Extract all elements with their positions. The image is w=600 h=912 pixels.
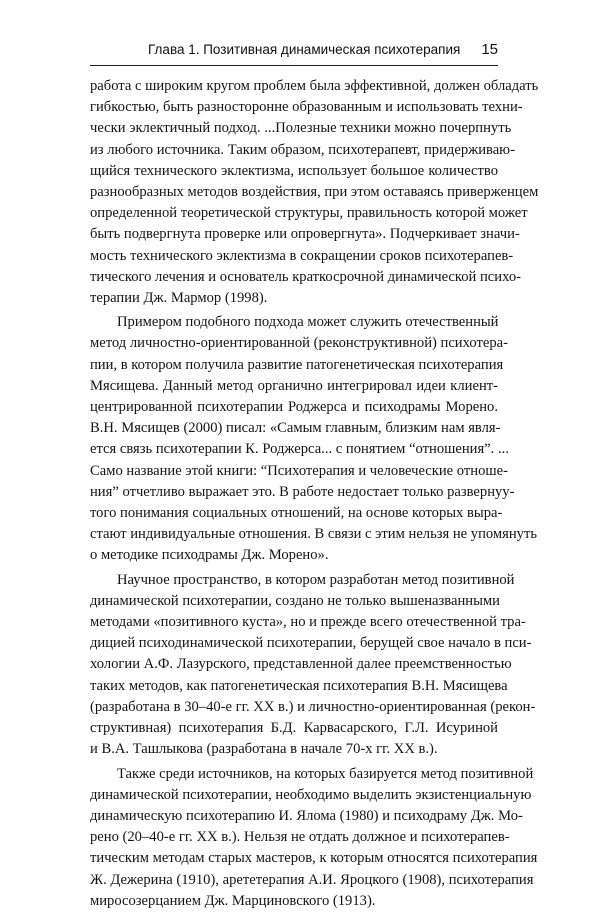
text-line: мость технического эклектизма в сокращении сроков психотерапев-: [90, 247, 514, 264]
paragraph: [90, 312, 538, 566]
text-line: Мясищева. Данный метод органично интегрировал идеи клиент-: [90, 377, 498, 394]
text-line: разнообразных методов воздействия, при этом оставаясь приверженцем: [90, 184, 539, 201]
text-line: ния” отчетливо выражает это. В работе недостает только развернуу-: [90, 483, 515, 500]
text-line: (разработана в 30–40-е гг. XX в.) и личностно-ориентированная (рекон-: [90, 698, 536, 715]
page-number: 15: [481, 41, 498, 58]
text-line: и В.А. Ташлыкова (разработана в начале 70-х гг. XX в.).: [90, 741, 438, 758]
text-line: структивная) психотерапия Б.Д. Карвасарского, Г.Л. Исуриной: [90, 720, 498, 737]
text-line: работа с широким кругом проблем была эффективной, должен обладать: [90, 78, 539, 94]
text-line: дицией психодинамической психотерапии, берущей свое начало в пси-: [90, 635, 532, 652]
text-line: хологии А.Ф. Лазурского, представленной далее преемственностью: [90, 656, 512, 673]
chapter-title: Глава 1. Позитивная динамическая психотерапия: [148, 42, 461, 57]
text-line: В.Н. Мясищев (2000) писал: «Самым главным, близким нам явля-: [90, 420, 501, 437]
text-line: Само название этой книги: “Психотерапия и человеческие отноше-: [90, 462, 508, 479]
text-line: определенной теоретической структуры, правильность которой может: [90, 205, 528, 222]
text-line: таких методов, как патогенетическая психотерапия В.Н. Мясищева: [90, 677, 508, 694]
text-line: динамическую психотерапию И. Ялома (1980) и психодраму Дж. Мо-: [90, 807, 523, 824]
text-line: рено (20–40-е гг. XX в.). Нельзя не отдать должное и психотерапев-: [90, 829, 510, 846]
text-line: чески эклектичный подход. ...Полезные техники можно почерпнуть: [90, 120, 512, 137]
text-line: Также среди источников, на которых базируется метод позитивной: [117, 765, 534, 782]
text-line: метод личностно-ориентированной (реконструктивной) психотера-: [90, 335, 508, 352]
running-header: [90, 40, 498, 64]
text-line: тического лечения и основатель краткосрочной динамической психо-: [90, 268, 521, 285]
text-line: быть подвергнута проверке или опровергнута». Подчеркивает значи-: [90, 226, 520, 243]
text-line: о методике психодрамы Дж. Морено».: [90, 547, 329, 564]
body-text: [90, 76, 539, 912]
text-line: центрированной психотерапии Роджерса и психодрамы Морено.: [90, 399, 498, 416]
text-line: из любого источника. Таким образом, психотерапевт, придерживаю-: [90, 141, 515, 158]
text-line: тическим методам старых мастеров, к которым относятся психотерапия: [90, 850, 538, 867]
text-line: ется связь психотерапии К. Роджерса... с понятием “отношения”. ...: [90, 441, 509, 458]
paragraph: [90, 764, 538, 912]
text-line: динамической психотерапии, необходимо выделить экзистенциальную: [90, 786, 532, 803]
header-rule: [90, 65, 498, 66]
text-line: миросозерцанием Дж. Марциновского (1913).: [90, 892, 376, 909]
paragraph: [90, 76, 539, 309]
text-line: Научное пространство, в котором разработан метод позитивной: [117, 571, 515, 588]
text-line: терапии Дж. Мармор (1998).: [90, 290, 268, 307]
text-line: Примером подобного подхода может служить отечественный: [117, 314, 499, 331]
paragraph: [90, 570, 536, 761]
text-line: стают индивидуальные отношения. В связи с этим нельзя не упомянуть: [90, 526, 538, 543]
text-line: динамической психотерапии, создано не только вышеназванными: [90, 592, 500, 609]
text-line: методами «позитивного куста», но и прежде всего отечественной тра-: [90, 614, 526, 631]
text-line: щийся технического эклектизма, использует большое количество: [90, 162, 498, 179]
text-line: того понимания социальных отношений, на основе которых выра-: [90, 505, 503, 522]
text-line: Ж. Дежерина (1910), арететерапия А.И. Яроцкого (1908), психотерапия: [90, 871, 534, 888]
text-line: гибкостью, быть разносторонне образованным и использовать техни-: [90, 99, 523, 116]
text-line: пии, в котором получила развитие патогенетическая психотерапия: [90, 356, 504, 373]
